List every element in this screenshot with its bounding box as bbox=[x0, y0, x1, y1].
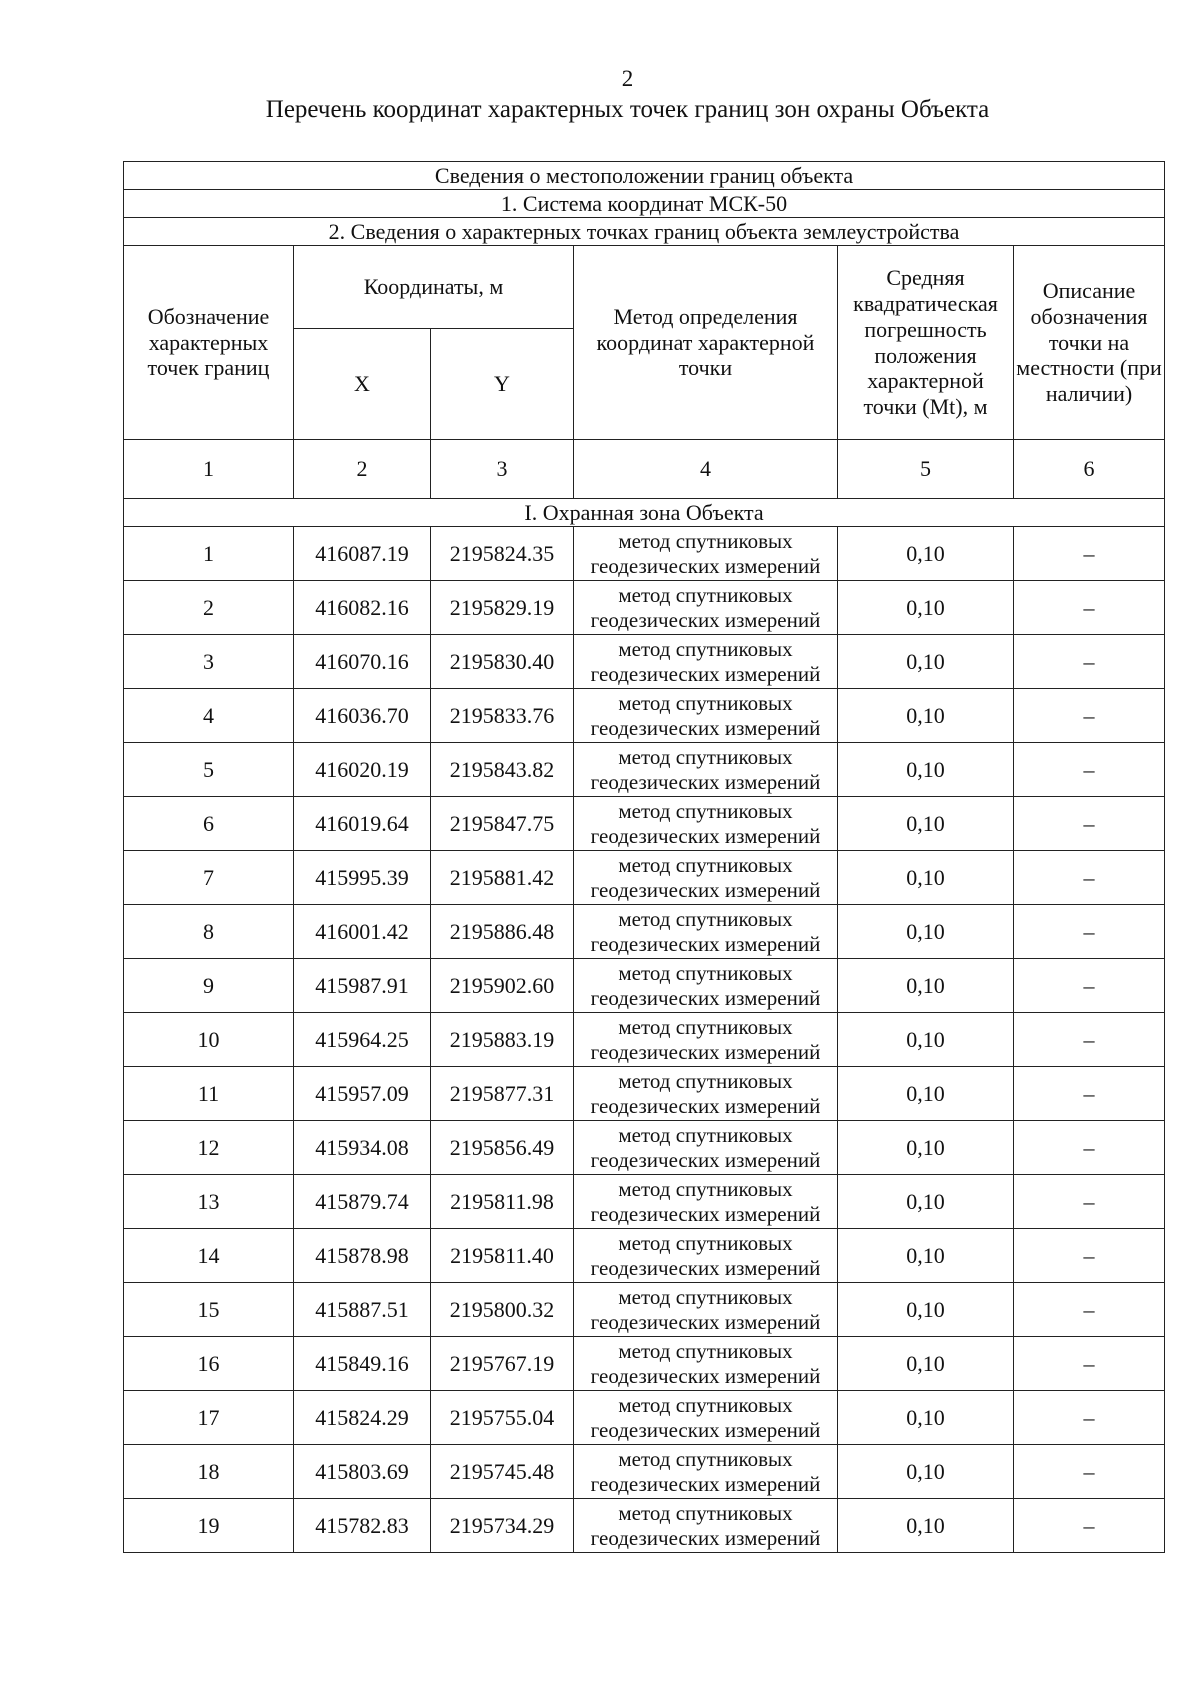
point-number: 14 bbox=[124, 1229, 294, 1283]
description: – bbox=[1014, 581, 1165, 635]
description: – bbox=[1014, 743, 1165, 797]
coord-x: 415878.98 bbox=[294, 1229, 431, 1283]
table-row bbox=[124, 1121, 1165, 1175]
coord-x: 415824.29 bbox=[294, 1391, 431, 1445]
mean-error: 0,10 bbox=[838, 1013, 1014, 1067]
point-number: 1 bbox=[124, 527, 294, 581]
description: – bbox=[1014, 527, 1165, 581]
mean-error: 0,10 bbox=[838, 1445, 1014, 1499]
column-header-x: X bbox=[294, 329, 431, 440]
coord-x: 416087.19 bbox=[294, 527, 431, 581]
section-header: Сведения о местоположении границ объекта bbox=[124, 162, 1165, 190]
column-number: 3 bbox=[431, 440, 574, 499]
section-header-row bbox=[124, 162, 1165, 190]
table-row bbox=[124, 1229, 1165, 1283]
method: метод спутниковых геодезических измерений bbox=[574, 635, 838, 689]
point-number: 4 bbox=[124, 689, 294, 743]
method: метод спутниковых геодезических измерений bbox=[574, 1499, 838, 1553]
coord-y: 2195830.40 bbox=[431, 635, 574, 689]
coord-x: 415803.69 bbox=[294, 1445, 431, 1499]
zone-title-row bbox=[124, 499, 1165, 527]
column-number: 5 bbox=[838, 440, 1014, 499]
method: метод спутниковых геодезических измерений bbox=[574, 1391, 838, 1445]
point-number: 7 bbox=[124, 851, 294, 905]
table-row bbox=[124, 905, 1165, 959]
table-row bbox=[124, 797, 1165, 851]
mean-error: 0,10 bbox=[838, 851, 1014, 905]
coord-x: 415887.51 bbox=[294, 1283, 431, 1337]
coord-y: 2195767.19 bbox=[431, 1337, 574, 1391]
coord-y: 2195881.42 bbox=[431, 851, 574, 905]
column-number: 2 bbox=[294, 440, 431, 499]
description: – bbox=[1014, 1499, 1165, 1553]
column-header-method: Метод определения координат характерной точки bbox=[574, 246, 838, 440]
table-row bbox=[124, 959, 1165, 1013]
table-row bbox=[124, 1391, 1165, 1445]
table-row bbox=[124, 1499, 1165, 1553]
coord-x: 416070.16 bbox=[294, 635, 431, 689]
point-number: 2 bbox=[124, 581, 294, 635]
table-row bbox=[124, 1013, 1165, 1067]
column-number: 4 bbox=[574, 440, 838, 499]
document-title: Перечень координат характерных точек границ зон охраны Объекта bbox=[265, 96, 990, 123]
points-header: 2. Сведения о характерных точках границ объекта землеустройства bbox=[124, 218, 1165, 246]
table-row bbox=[124, 1067, 1165, 1121]
point-number: 9 bbox=[124, 959, 294, 1013]
coord-x: 415987.91 bbox=[294, 959, 431, 1013]
coord-y: 2195800.32 bbox=[431, 1283, 574, 1337]
column-header-description: Описание обозначения точки на местности (при наличии) bbox=[1014, 246, 1165, 440]
coord-y: 2195829.19 bbox=[431, 581, 574, 635]
column-number: 6 bbox=[1014, 440, 1165, 499]
coord-x: 416020.19 bbox=[294, 743, 431, 797]
mean-error: 0,10 bbox=[838, 1283, 1014, 1337]
points-header-row bbox=[124, 218, 1165, 246]
table-row bbox=[124, 1283, 1165, 1337]
page-number: 2 bbox=[621, 66, 634, 91]
coord-y: 2195856.49 bbox=[431, 1121, 574, 1175]
mean-error: 0,10 bbox=[838, 1499, 1014, 1553]
table-row bbox=[124, 635, 1165, 689]
description: – bbox=[1014, 635, 1165, 689]
point-number: 12 bbox=[124, 1121, 294, 1175]
mean-error: 0,10 bbox=[838, 1067, 1014, 1121]
method: метод спутниковых геодезических измерений bbox=[574, 743, 838, 797]
coord-x: 415849.16 bbox=[294, 1337, 431, 1391]
description: – bbox=[1014, 1283, 1165, 1337]
point-number: 19 bbox=[124, 1499, 294, 1553]
column-header-error: Средняя квадратическая погрешность положения характерной точки (Mt), м bbox=[838, 246, 1014, 440]
coordinates-table-body bbox=[124, 162, 1165, 1553]
column-header-row bbox=[124, 246, 1165, 329]
coord-x: 415879.74 bbox=[294, 1175, 431, 1229]
coord-y: 2195877.31 bbox=[431, 1067, 574, 1121]
mean-error: 0,10 bbox=[838, 797, 1014, 851]
point-number: 18 bbox=[124, 1445, 294, 1499]
point-number: 13 bbox=[124, 1175, 294, 1229]
coord-y: 2195886.48 bbox=[431, 905, 574, 959]
coord-x: 415957.09 bbox=[294, 1067, 431, 1121]
coordinate-system: 1. Система координат МСК-50 bbox=[124, 190, 1165, 218]
table-row bbox=[124, 527, 1165, 581]
mean-error: 0,10 bbox=[838, 527, 1014, 581]
method: метод спутниковых геодезических измерений bbox=[574, 581, 838, 635]
mean-error: 0,10 bbox=[838, 959, 1014, 1013]
description: – bbox=[1014, 905, 1165, 959]
coord-x: 415964.25 bbox=[294, 1013, 431, 1067]
point-number: 15 bbox=[124, 1283, 294, 1337]
mean-error: 0,10 bbox=[838, 1337, 1014, 1391]
description: – bbox=[1014, 1067, 1165, 1121]
table-row bbox=[124, 581, 1165, 635]
description: – bbox=[1014, 959, 1165, 1013]
coordinates-table bbox=[123, 161, 1165, 1553]
table-row bbox=[124, 851, 1165, 905]
coord-y: 2195847.75 bbox=[431, 797, 574, 851]
mean-error: 0,10 bbox=[838, 1391, 1014, 1445]
description: – bbox=[1014, 1013, 1165, 1067]
coord-x: 416001.42 bbox=[294, 905, 431, 959]
coord-x: 416082.16 bbox=[294, 581, 431, 635]
point-number: 11 bbox=[124, 1067, 294, 1121]
method: метод спутниковых геодезических измерений bbox=[574, 1067, 838, 1121]
description: – bbox=[1014, 1229, 1165, 1283]
mean-error: 0,10 bbox=[838, 635, 1014, 689]
table-row bbox=[124, 1337, 1165, 1391]
table-row bbox=[124, 689, 1165, 743]
coord-x: 416019.64 bbox=[294, 797, 431, 851]
method: метод спутниковых геодезических измерений bbox=[574, 1229, 838, 1283]
method: метод спутниковых геодезических измерений bbox=[574, 1337, 838, 1391]
description: – bbox=[1014, 1121, 1165, 1175]
description: – bbox=[1014, 851, 1165, 905]
coord-x: 415934.08 bbox=[294, 1121, 431, 1175]
column-number-row bbox=[124, 440, 1165, 499]
method: метод спутниковых геодезических измерений bbox=[574, 851, 838, 905]
table-row bbox=[124, 1445, 1165, 1499]
coord-y: 2195811.40 bbox=[431, 1229, 574, 1283]
point-number: 6 bbox=[124, 797, 294, 851]
point-number: 10 bbox=[124, 1013, 294, 1067]
description: – bbox=[1014, 689, 1165, 743]
point-number: 5 bbox=[124, 743, 294, 797]
coord-y: 2195824.35 bbox=[431, 527, 574, 581]
coord-x: 415782.83 bbox=[294, 1499, 431, 1553]
method: метод спутниковых геодезических измерений bbox=[574, 1121, 838, 1175]
description: – bbox=[1014, 1391, 1165, 1445]
coord-y: 2195883.19 bbox=[431, 1013, 574, 1067]
mean-error: 0,10 bbox=[838, 1229, 1014, 1283]
method: метод спутниковых геодезических измерений bbox=[574, 959, 838, 1013]
zone-title: I. Охранная зона Объекта bbox=[124, 499, 1165, 527]
method: метод спутниковых геодезических измерений bbox=[574, 797, 838, 851]
point-number: 8 bbox=[124, 905, 294, 959]
coord-y: 2195745.48 bbox=[431, 1445, 574, 1499]
mean-error: 0,10 bbox=[838, 1175, 1014, 1229]
column-header-coordinates: Координаты, м bbox=[294, 246, 574, 329]
table-row bbox=[124, 743, 1165, 797]
description: – bbox=[1014, 1337, 1165, 1391]
table-row bbox=[124, 1175, 1165, 1229]
coord-y: 2195734.29 bbox=[431, 1499, 574, 1553]
description: – bbox=[1014, 1175, 1165, 1229]
column-number: 1 bbox=[124, 440, 294, 499]
coord-y: 2195843.82 bbox=[431, 743, 574, 797]
point-number: 17 bbox=[124, 1391, 294, 1445]
coord-y: 2195811.98 bbox=[431, 1175, 574, 1229]
mean-error: 0,10 bbox=[838, 743, 1014, 797]
mean-error: 0,10 bbox=[838, 1121, 1014, 1175]
mean-error: 0,10 bbox=[838, 689, 1014, 743]
method: метод спутниковых геодезических измерений bbox=[574, 1283, 838, 1337]
method: метод спутниковых геодезических измерений bbox=[574, 689, 838, 743]
coord-y: 2195902.60 bbox=[431, 959, 574, 1013]
point-number: 3 bbox=[124, 635, 294, 689]
coord-x: 415995.39 bbox=[294, 851, 431, 905]
column-header-y: Y bbox=[431, 329, 574, 440]
description: – bbox=[1014, 797, 1165, 851]
coord-x: 416036.70 bbox=[294, 689, 431, 743]
column-header-designation: Обозначение характерных точек границ bbox=[124, 246, 294, 440]
method: метод спутниковых геодезических измерений bbox=[574, 1013, 838, 1067]
coord-y: 2195833.76 bbox=[431, 689, 574, 743]
method: метод спутниковых геодезических измерений bbox=[574, 1175, 838, 1229]
method: метод спутниковых геодезических измерений bbox=[574, 1445, 838, 1499]
method: метод спутниковых геодезических измерений bbox=[574, 905, 838, 959]
point-number: 16 bbox=[124, 1337, 294, 1391]
description: – bbox=[1014, 1445, 1165, 1499]
coord-y: 2195755.04 bbox=[431, 1391, 574, 1445]
mean-error: 0,10 bbox=[838, 581, 1014, 635]
coordinate-system-row bbox=[124, 190, 1165, 218]
mean-error: 0,10 bbox=[838, 905, 1014, 959]
method: метод спутниковых геодезических измерений bbox=[574, 527, 838, 581]
